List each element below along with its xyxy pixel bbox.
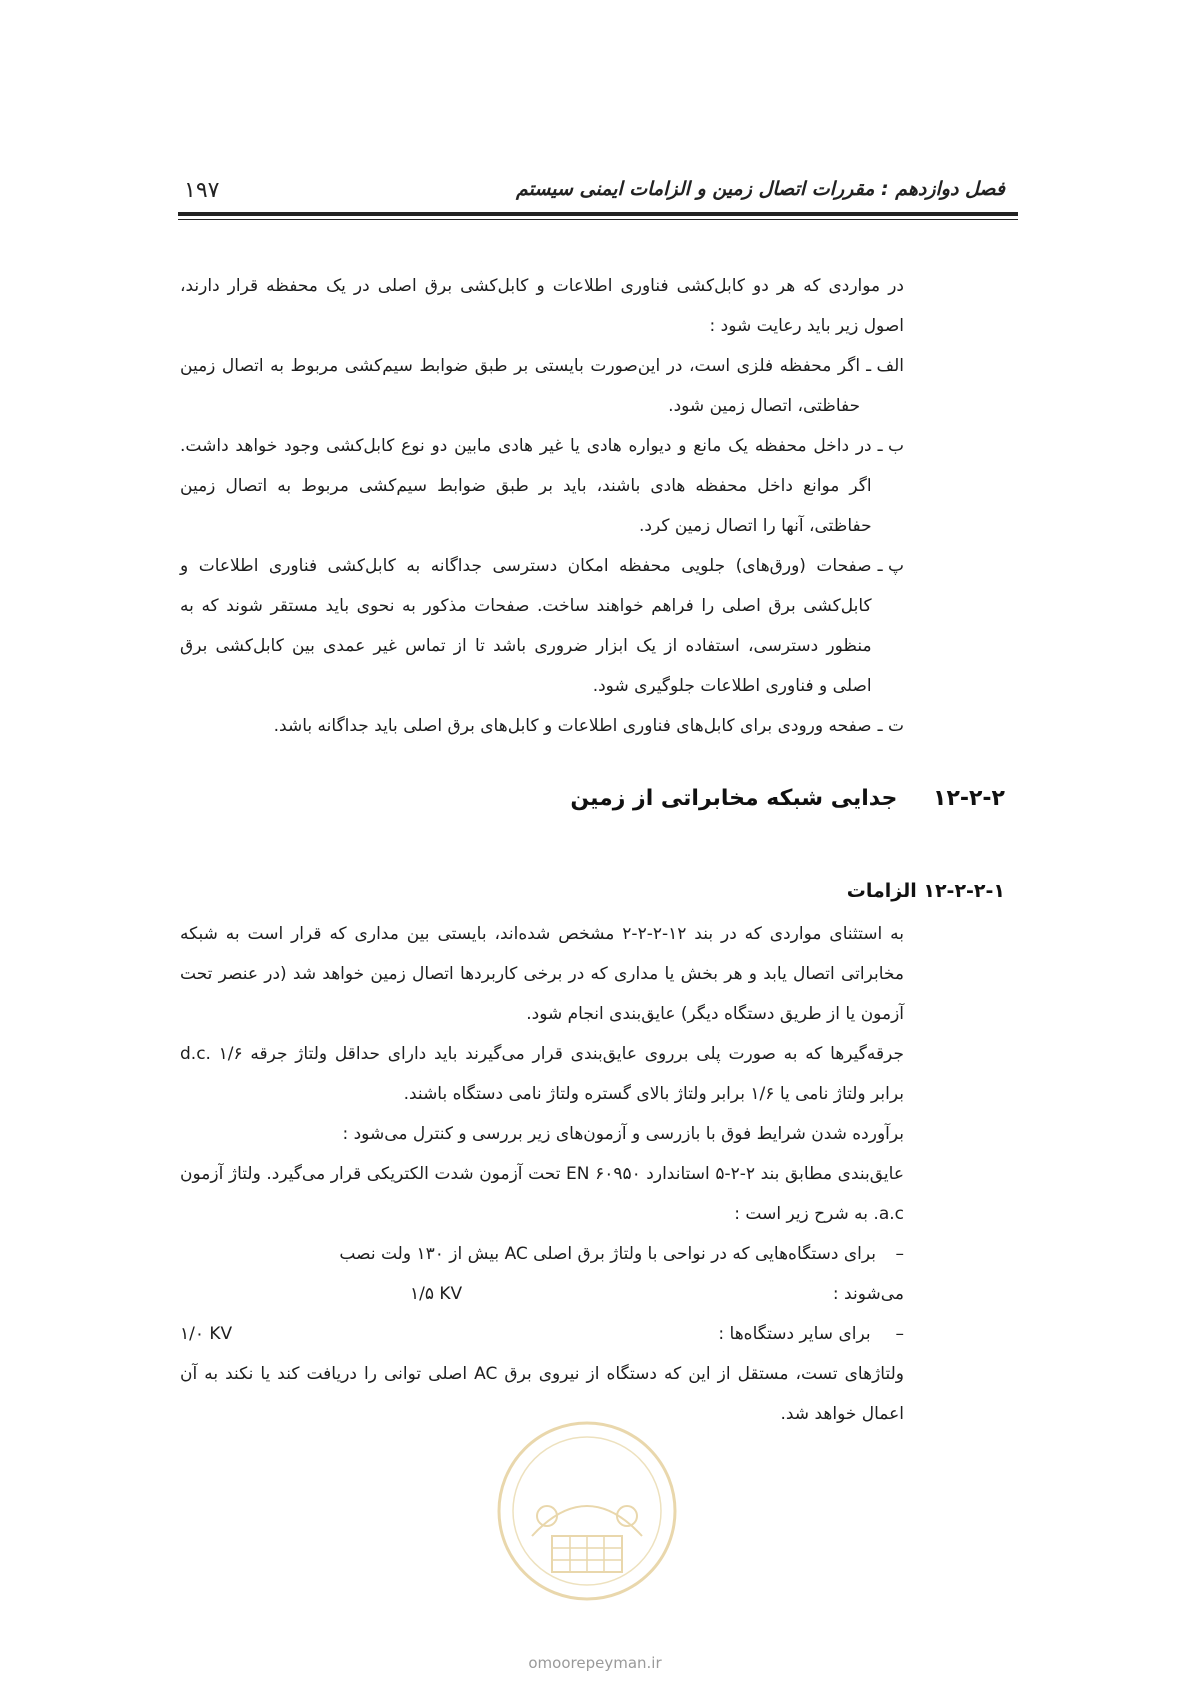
paragraph-isolation: به استثنای مواردی که در بند ۱۲-۲-۲-۲ مشخص شده‌اند، بایستی بین مداری که قرار است به شبکه مخابراتی اتصال یابد و هر بخش یا مداری که در برخی کاربردها اتصال زمین خواهد شد (در عنصر تحت آزمون یا از طریق دستگاه دیگر) عایق‌بندی انجام شود. xyxy=(180,924,904,1024)
list-item-marker: ت ـ xyxy=(877,716,904,736)
paragraph-test-voltages: ولتاژهای تست، مستقل از این که دستگاه از نیروی برق AC اصلی توانی را دریافت کند یا نکند به آن اعمال خواهد شد. xyxy=(180,1364,904,1424)
intro-paragraph: در مواردی که هر دو کابل‌کشی فناوری اطلاعات و کابل‌کشی برق اصلی در یک محفظه قرار دارند، اصول زیر باید رعایت شود : xyxy=(180,276,904,336)
list-item-alef xyxy=(180,346,904,426)
test-voltage-value: ۱/۵ KV xyxy=(410,1284,463,1304)
header-rule-thick xyxy=(178,212,1018,216)
section-title: جدایی شبکه مخابراتی از زمین xyxy=(570,786,898,811)
list-item-pe xyxy=(180,546,904,706)
list-item-te xyxy=(180,706,904,746)
section-heading xyxy=(305,786,1005,811)
dash-marker: – xyxy=(895,1244,904,1264)
test-voltage-value: ۱/۰ KV xyxy=(180,1324,233,1344)
header-rule-thin xyxy=(178,219,1018,220)
list-item-text: در داخل محفظه یک مانع و دیواره هادی یا غیر هادی مابین دو نوع کابل‌کشی وجود خواهد داشت. اگر موانع داخل محفظه هادی باشند، باید بر طبق ضوابط سیم‌کشی مربوط به اتصال زمین حفاظتی، آنها را اتصال زمین کرد. xyxy=(180,436,872,536)
publisher-stamp-icon xyxy=(492,1416,682,1606)
dash-item-other-devices xyxy=(180,1314,904,1354)
dash-item-ac-devices-cont xyxy=(180,1274,904,1314)
list-item-text: صفحه ورودی برای کابل‌های فناوری اطلاعات و کابل‌های برق اصلی باید جداگانه باشد. xyxy=(273,716,872,736)
intro-block xyxy=(180,266,904,746)
list-item-text: صفحات (ورق‌های) جلویی محفظه امکان دسترسی جداگانه به کابل‌کشی فناوری اطلاعات و کابل‌کشی برق اصلی را فراهم خواهند ساخت. صفحات مذکور به نحوی باید مستقر شوند که به منظور دسترسی، استفاده از یک ابزار ضروری باشد تا از تماس غیر عمدی بین کابل‌کشی برق اصلی و فناوری اطلاعات جلوگیری شود. xyxy=(180,556,872,696)
page-number: ۱۹۷ xyxy=(184,178,220,203)
subsection-heading xyxy=(305,880,1005,902)
list-item-be xyxy=(180,426,904,546)
list-item-marker: الف ـ xyxy=(866,356,904,376)
dash-item-text: برای سایر دستگاه‌ها : xyxy=(718,1324,871,1344)
running-title: فصل دوازدهم : مقررات اتصال زمین و الزامات ایمنی سیستم xyxy=(515,178,1005,200)
section-number: ۱۲-۲-۲ xyxy=(933,786,1005,811)
list-item-text: اگر محفظه فلزی است، در این‌صورت بایستی بر طبق ضوابط سیم‌کشی مربوط به اتصال زمین حفاظتی، اتصال زمین شود. xyxy=(180,356,861,416)
requirements-block xyxy=(180,914,904,1434)
dash-item-continuation: می‌شوند : xyxy=(832,1284,904,1304)
list-item-marker: ب ـ xyxy=(877,436,904,456)
dash-item-text: برای دستگاه‌هایی که در نواحی با ولتاژ برق اصلی AC بیش از ۱۳۰ ولت نصب xyxy=(339,1244,876,1264)
paragraph-inspection: برآورده شدن شرایط فوق با بازرسی و آزمون‌های زیر بررسی و کنترل می‌شود : xyxy=(342,1124,904,1144)
list-item-marker: پ ـ xyxy=(877,556,904,576)
paragraph-spark-gaps: جرقه‌گیرها که به صورت پلی برروی عایق‌بندی قرار می‌گیرند باید دارای حداقل ولتاژ جرقه d.c. ۱/۶ برابر ولتاژ نامی یا ۱/۶ برابر ولتاژ بالای گستره ولتاژ نامی دستگاه باشند. xyxy=(180,1044,904,1104)
dash-marker: – xyxy=(895,1324,904,1344)
subsection-title: الزامات xyxy=(846,880,917,902)
paragraph-test-standard: عایق‌بندی مطابق بند ۲-۲-۵ استاندارد EN ۶۰۹۵۰ تحت آزمون شدت الکتریکی قرار می‌گیرد. ولتاژ آزمون a.c. به شرح زیر است : xyxy=(180,1164,904,1224)
dash-item-ac-devices xyxy=(180,1234,904,1274)
watermark-url: omoorepeyman.ir xyxy=(528,1654,662,1672)
subsection-number: ۱۲-۲-۲-۱ xyxy=(923,880,1005,902)
